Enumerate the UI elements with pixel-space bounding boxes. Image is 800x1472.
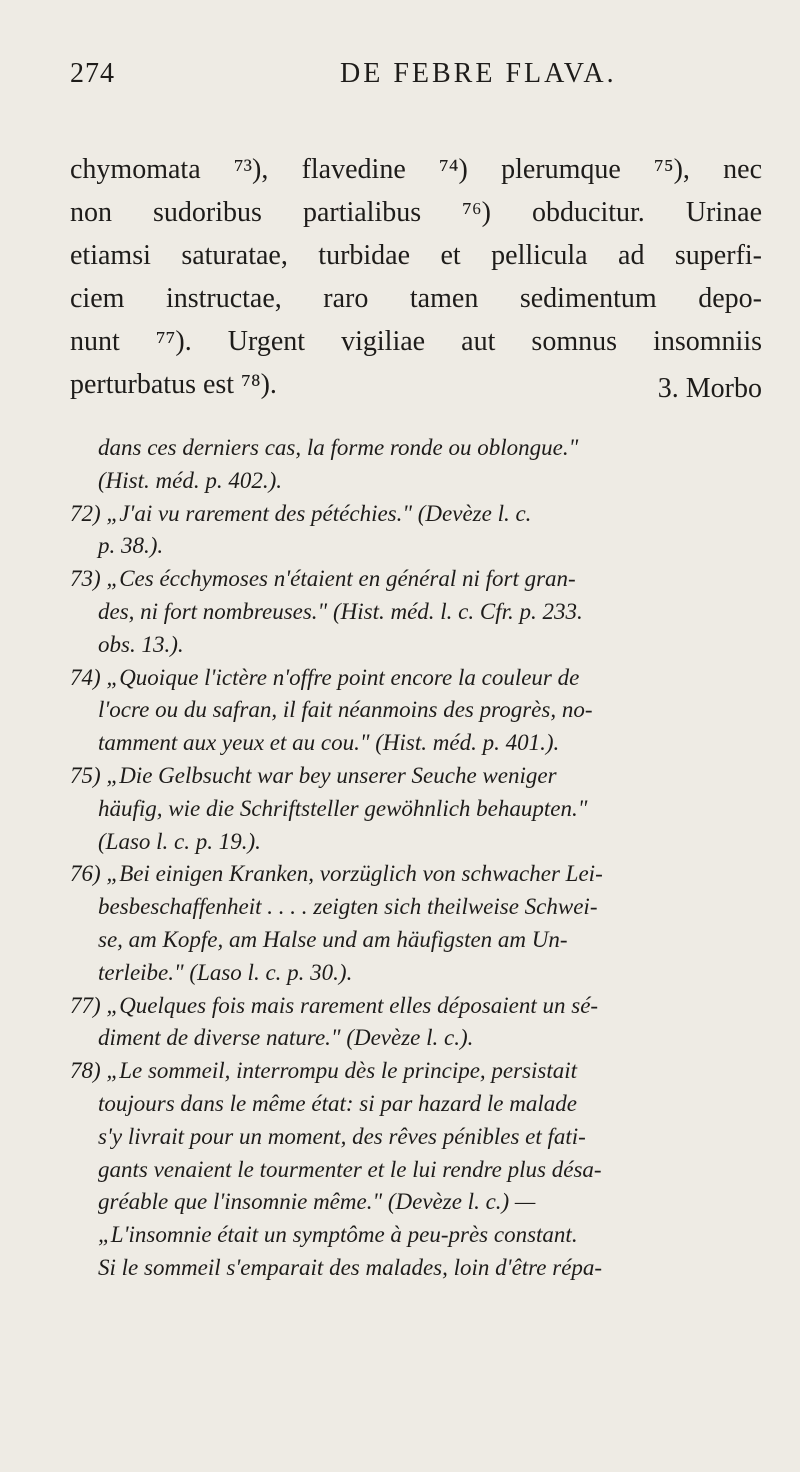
footnote-line: 72) „J'ai vu rarement des pétéchies." (Devèze l. c. <box>70 500 532 526</box>
footnote-line: besbeschaffenheit . . . . zeigten sich theilweise Schwei- <box>98 894 598 920</box>
footnote-line: 73) „Ces écchymoses n'étaient en général ni fort gran- <box>70 566 576 592</box>
footnote-line: „L'insomnie était un symptôme à peu-près constant. <box>98 1222 578 1248</box>
footnote-line: toujours dans le même état: si par hazard le malade <box>98 1090 577 1116</box>
main-line: non sudoribus partialibus ⁷⁶) obducitur. Urinae <box>70 197 762 228</box>
footnote-line: l'ocre ou du safran, il fait néanmoins des progrès, no- <box>98 697 593 723</box>
page-number: 274 <box>70 58 115 89</box>
main-line: ciem instructae, raro tamen sedimentum depo- <box>70 283 762 314</box>
footnote-line: terleibe." (Laso l. c. p. 30.). <box>98 959 353 985</box>
footnote-line: 78) „Le sommeil, interrompu dès le principe, persistait <box>70 1058 578 1084</box>
footnote-line: 77) „Quelques fois mais rarement elles déposaient un sé- <box>70 992 599 1018</box>
footnote-line: p. 38.). <box>98 533 164 559</box>
footnote-line: tamment aux yeux et au cou." (Hist. méd. p. 401.). <box>98 730 560 756</box>
footnote-line: diment de diverse nature." (Devèze l. c.). <box>98 1025 474 1051</box>
running-head <box>70 58 760 98</box>
main-line: nunt ⁷⁷). Urgent vigiliae aut somnus insomniis <box>70 326 762 357</box>
footnote-line: (Hist. méd. p. 402.). <box>98 467 282 493</box>
footnote-line: gréable que l'insomnie même." (Devèze l. c.) — <box>98 1189 536 1215</box>
footnote-line: häufig, wie die Schriftsteller gewöhnlich behaupten." <box>98 795 588 821</box>
main-line: chymomata ⁷³), flavedine ⁷⁴) plerumque ⁷⁵), nec <box>70 154 762 185</box>
main-text <box>70 148 762 406</box>
main-line: etiamsi saturatae, turbidae et pellicula ad superfi- <box>70 240 762 271</box>
footnote-line: se, am Kopfe, am Halse und am häufigsten am Un- <box>98 926 568 952</box>
footnote-line: 75) „Die Gelbsucht war bey unserer Seuche weniger <box>70 762 557 788</box>
footnote-line: dans ces derniers cas, la forme ronde ou oblongue." <box>98 435 579 460</box>
main-line: perturbatus est ⁷⁸). <box>70 369 277 400</box>
footnote-line: 76) „Bei einigen Kranken, vorzüglich von schwacher Lei- <box>70 861 603 887</box>
footnote-line: Si le sommeil s'emparait des malades, loin d'être répa- <box>98 1254 603 1280</box>
running-title: DE FEBRE FLAVA. <box>340 58 617 89</box>
footnote-line: s'y livrait pour un moment, des rêves pénibles et fati- <box>98 1123 586 1149</box>
footnote-line: 74) „Quoique l'ictère n'offre point encore la couleur de <box>70 664 580 690</box>
footnote-line: (Laso l. c. p. 19.). <box>98 828 261 854</box>
catchword: 3. Morbo <box>657 373 762 404</box>
footnote-line: gants venaient le tourmenter et le lui rendre plus désa- <box>98 1156 602 1182</box>
footnote-line: des, ni fort nombreuses." (Hist. méd. l. c. Cfr. p. 233. <box>98 598 583 624</box>
footnote-line: obs. 13.). <box>98 631 184 657</box>
footnotes <box>70 432 760 1285</box>
